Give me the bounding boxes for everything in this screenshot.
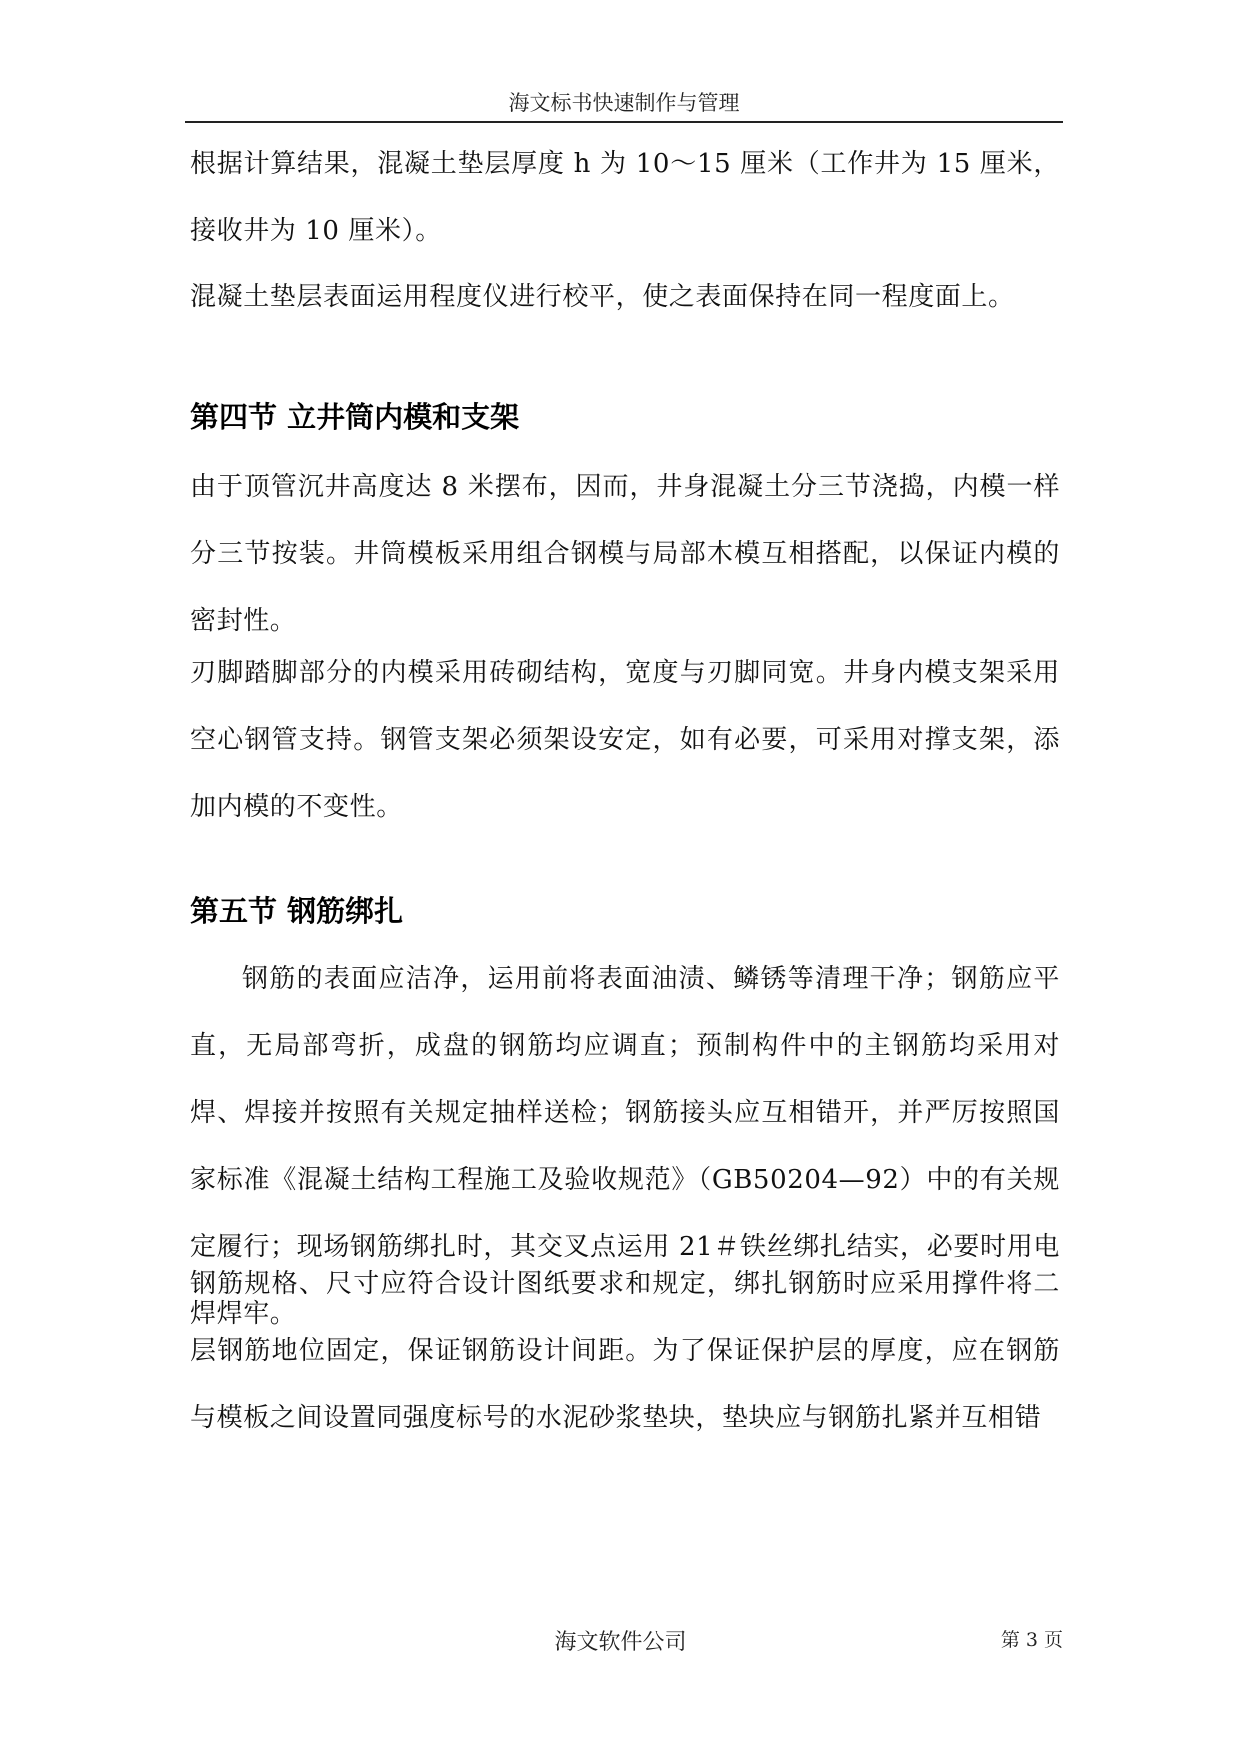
page-header: 海文标书快速制作与管理 [185,86,1063,123]
section-heading-5: 第五节 钢筋绑扎 [190,894,404,928]
paragraph-leveling: 混凝土垫层表面运用程度仪进行校平，使之表面保持在同一程度面上。 [190,282,1015,312]
paragraph-support: 刃脚踏脚部分的内模采用砖砌结构，宽度与刃脚同宽。井身内模支架采用空心钢管支持。钢管支架必须架设安定，如有必要，可采用对撑支架，添加内模的不变性。 [190,658,1060,822]
footer-company: 海文软件公司 [554,1630,687,1655]
paragraph-rebar-surface: 钢筋的表面应洁净，运用前将表面油渍、鳞锈等清理干净；钢筋应平直，无局部弯折，成盘的钢筋均应调直；预制构件中的主钢筋均采用对焊、焊接并按照有关规定抽样送检；钢筋接头应互相错开，并严厉按照国家标准《混凝土结构工程施工及验收规范》（GB50204—92）中的有关规定履行；现场钢筋绑扎时，其交叉点运用 21＃铁丝绑扎结实，必要时用电焊焊牢。 [190,964,1060,1329]
paragraph-cushion-thickness: 根据计算结果，混凝土垫层厚度 h 为 10～15 厘米（工作井为 15 厘米，接收井为 10 厘米）。 [190,149,1060,246]
paragraph-inner-mold: 由于顶管沉井高度达 8 米摆布，因而，井身混凝土分三节浇捣，内模一样分三节按装。井筒模板采用组合钢模与局部木模互相搭配，以保证内模的密封性。 [190,472,1060,636]
footer-page-number: 第 3 页 [1000,1629,1063,1651]
section-heading-4: 第四节 立井筒内模和支架 [190,400,520,434]
paragraph-rebar-spec: 钢筋规格、尺寸应符合设计图纸要求和规定，绑扎钢筋时应采用撑件将二层钢筋地位固定，保证钢筋设计间距。为了保证保护层的厚度，应在钢筋与模板之间设置同强度标号的水泥砂浆垫块，垫块应与钢筋扎紧并互相错 [190,1269,1060,1433]
